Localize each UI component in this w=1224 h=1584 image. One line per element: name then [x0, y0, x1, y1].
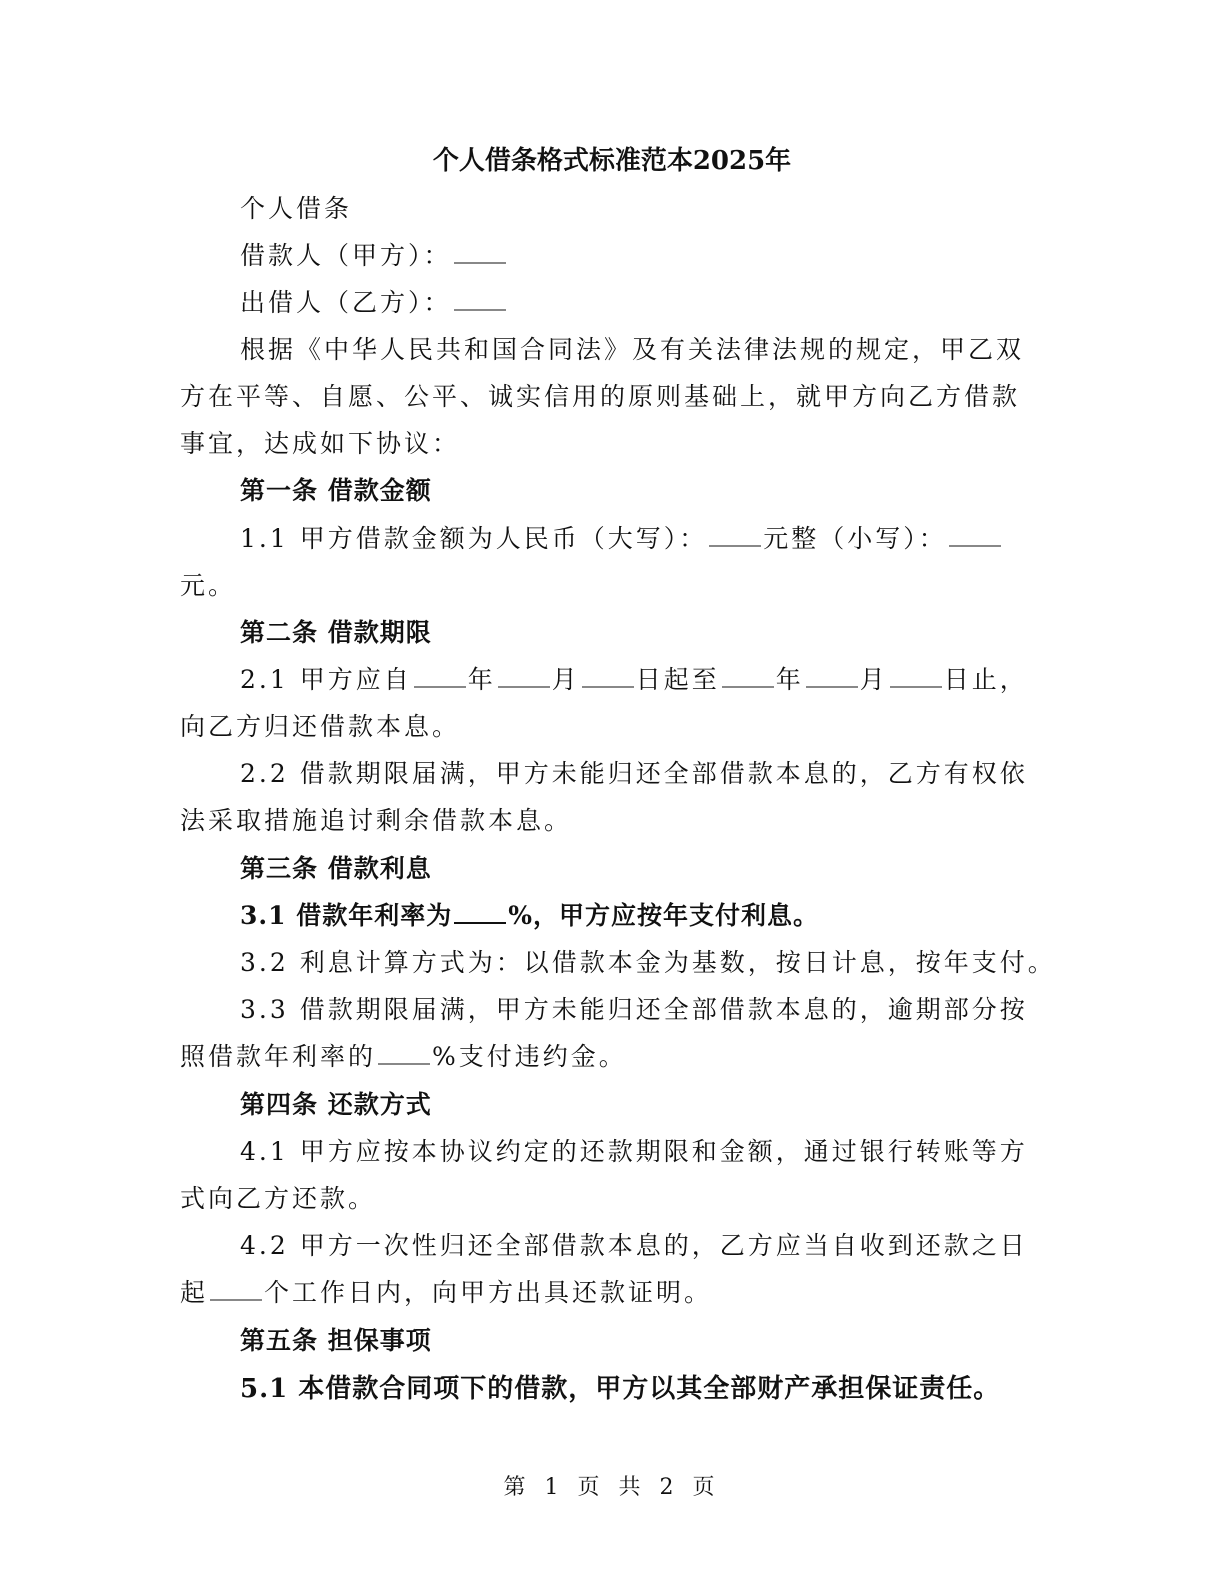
preamble-line: 根据《中华人民共和国合同法》及有关法律法规的规定，甲乙双: [240, 335, 1025, 364]
article-heading: 第二条 借款期限: [240, 618, 432, 647]
clause-text: %支付违约金。: [432, 1042, 627, 1071]
clause: 5.1 本借款合同项下的借款，甲方以其全部财产承担保证责任。: [240, 1374, 1001, 1404]
clause-text: 照借款年利率的: [180, 1042, 377, 1071]
clause-cont: 法采取措施追讨剩余借款本息。: [180, 806, 573, 835]
clause-text: 3.1 借款年利率为: [240, 901, 453, 930]
start-month-blank: [498, 664, 550, 688]
clause: [240, 899, 1030, 933]
clause: 4.2 甲方一次性归还全部借款本息的，乙方应当自收到还款之日: [240, 1231, 1028, 1260]
borrower-field: [240, 239, 1030, 273]
article-heading: 第三条 借款利息: [240, 854, 432, 883]
document-title: 个人借条格式标准范本2025年: [432, 146, 792, 176]
clause: 4.1 甲方应按本协议约定的还款期限和金额，通过银行转账等方: [240, 1137, 1028, 1166]
clause-text: 年: [467, 665, 496, 694]
clause-cont: 式向乙方还款。: [180, 1184, 377, 1213]
end-year-blank: [722, 664, 774, 688]
clause-text: 起: [180, 1278, 209, 1307]
clause-cont: [180, 1040, 1030, 1074]
clause-text: 月: [551, 665, 580, 694]
clause: 2.2 借款期限届满，甲方未能归还全部借款本息的，乙方有权依: [240, 759, 1028, 788]
preamble-line: 方在平等、自愿、公平、诚实信用的原则基础上，就甲方向乙方借款: [180, 382, 1021, 411]
end-day-blank: [890, 664, 942, 688]
clause: 3.3 借款期限届满，甲方未能归还全部借款本息的，逾期部分按: [240, 995, 1028, 1024]
penalty-rate-blank: [378, 1041, 430, 1065]
clause-text: 元整（小写）：: [763, 524, 947, 553]
subtitle: 个人借条: [240, 194, 353, 223]
end-month-blank: [806, 664, 858, 688]
clause-cont: 元。: [180, 571, 237, 600]
lender-blank: [454, 287, 506, 311]
clause-text: 月: [859, 665, 888, 694]
article-heading: 第一条 借款金额: [240, 476, 432, 505]
amount-upper-blank: [709, 523, 761, 547]
preamble-line: 事宜，达成如下协议：: [180, 429, 461, 458]
start-day-blank: [582, 664, 634, 688]
clause-text: 2.1 甲方应自: [240, 665, 412, 694]
clause: 3.2 利息计算方式为：以借款本金为基数，按日计息，按年支付。: [240, 948, 1056, 977]
lender-label: 出借人（乙方）：: [240, 288, 452, 317]
clause-cont: [180, 1276, 1030, 1310]
clause-text: 个工作日内，向甲方出具还款证明。: [264, 1278, 713, 1307]
article-heading: 第四条 还款方式: [240, 1090, 432, 1119]
clause-text: 年: [775, 665, 804, 694]
amount-lower-blank: [949, 523, 1001, 547]
clause: [240, 663, 1030, 697]
clause-text: 日止，: [943, 665, 1028, 694]
lender-field: [240, 286, 1030, 320]
article-heading: 第五条 担保事项: [240, 1326, 432, 1355]
page-footer: 第 1 页 共 2 页: [503, 1475, 721, 1500]
clause-cont: 向乙方归还借款本息。: [180, 712, 461, 741]
clause-text: %，甲方应按年支付利息。: [508, 901, 819, 930]
start-year-blank: [414, 664, 466, 688]
interest-rate-blank: [454, 900, 506, 924]
borrower-blank: [454, 240, 506, 264]
clause: [240, 522, 1030, 556]
clause-text: 1.1 甲方借款金额为人民币（大写）：: [240, 524, 708, 553]
clause-text: 日起至: [635, 665, 720, 694]
workdays-blank: [210, 1277, 262, 1301]
borrower-label: 借款人（甲方）：: [240, 241, 452, 270]
